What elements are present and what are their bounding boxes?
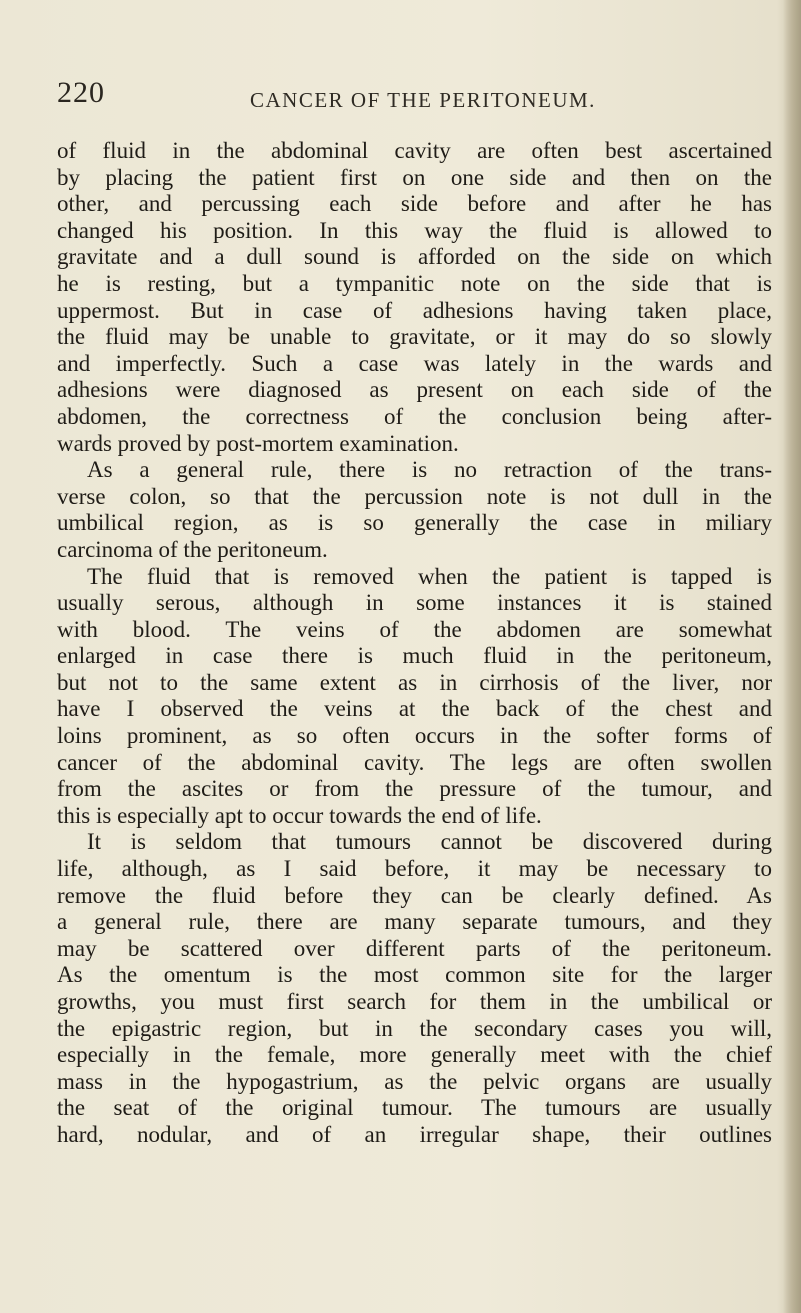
- text-line: It is seldom that tumours cannot be discovered during: [87, 829, 772, 855]
- text-line: with blood. The veins of the abdomen are somewhat: [57, 616, 772, 642]
- text-line: the seat of the original tumour. The tumours are usually: [57, 1095, 772, 1121]
- text-line: of fluid in the abdominal cavity are often best ascertained: [57, 138, 772, 163]
- text-line: may be scattered over different parts of the peritoneum.: [57, 935, 772, 961]
- page-number: 220: [57, 76, 105, 109]
- text-line: uppermost. But in case of adhesions having taken place,: [57, 297, 772, 323]
- text-line: As a general rule, there is no retraction of the trans-: [87, 457, 772, 483]
- text-line: he is resting, but a tympanitic note on the side that is: [57, 270, 772, 296]
- text-line: have I observed the veins at the back of the chest and: [57, 696, 772, 722]
- text-line: the epigastric region, but in the secondary cases you will,: [57, 1015, 772, 1041]
- text-line: and imperfectly. Such a case was lately in the wards and: [57, 350, 772, 376]
- text-line: wards proved by post-mortem examination.: [57, 430, 459, 456]
- text-line: The fluid that is removed when the patient is tapped is: [87, 563, 772, 589]
- text-line: mass in the hypogastrium, as the pelvic organs are usually: [57, 1068, 772, 1094]
- text-line: this is especially apt to occur towards the end of life.: [57, 802, 542, 828]
- text-line: carcinoma of the peritoneum.: [57, 536, 328, 562]
- text-line: As the omentum is the most common site for the larger: [57, 962, 772, 988]
- text-line: loins prominent, as so often occurs in the softer forms of: [57, 723, 772, 749]
- text-line: growths, you must first search for them in the umbilical or: [57, 989, 772, 1014]
- page-edge-shadow: [783, 0, 801, 1313]
- text-line: changed his position. In this way the fluid is allowed to: [57, 217, 772, 243]
- text-line: especially in the female, more generally meet with the chief: [57, 1042, 772, 1068]
- text-line: hard, nodular, and of an irregular shape, their outlines: [57, 1121, 772, 1147]
- text-line: gravitate and a dull sound is afforded on the side on which: [57, 244, 772, 270]
- text-line: enlarged in case there is much fluid in the peritoneum,: [57, 643, 772, 669]
- text-line: usually serous, although in some instances it is stained: [57, 590, 772, 616]
- text-line: cancer of the abdominal cavity. The legs are often swollen: [57, 749, 772, 775]
- body-text: [57, 138, 772, 1149]
- running-title: CANCER OF THE PERITONEUM.: [250, 88, 596, 112]
- text-line: the fluid may be unable to gravitate, or it may do so slowly: [57, 324, 772, 350]
- text-line: adhesions were diagnosed as present on each side of the: [57, 377, 772, 403]
- text-line: remove the fluid before they can be clearly defined. As: [57, 882, 772, 908]
- text-line: life, although, as I said before, it may be necessary to: [57, 856, 772, 882]
- text-line: umbilical region, as is so generally the case in miliary: [57, 510, 772, 536]
- text-line: from the ascites or from the pressure of the tumour, and: [57, 776, 772, 802]
- text-line: a general rule, there are many separate tumours, and they: [57, 909, 772, 935]
- text-line: verse colon, so that the percussion note is not dull in the: [57, 483, 772, 509]
- text-line: by placing the patient first on one side and then on the: [57, 164, 772, 190]
- text-line: but not to the same extent as in cirrhosis of the liver, nor: [57, 669, 772, 695]
- text-line: other, and percussing each side before and after he has: [57, 191, 772, 217]
- text-line: abdomen, the correctness of the conclusion being after-: [57, 403, 772, 429]
